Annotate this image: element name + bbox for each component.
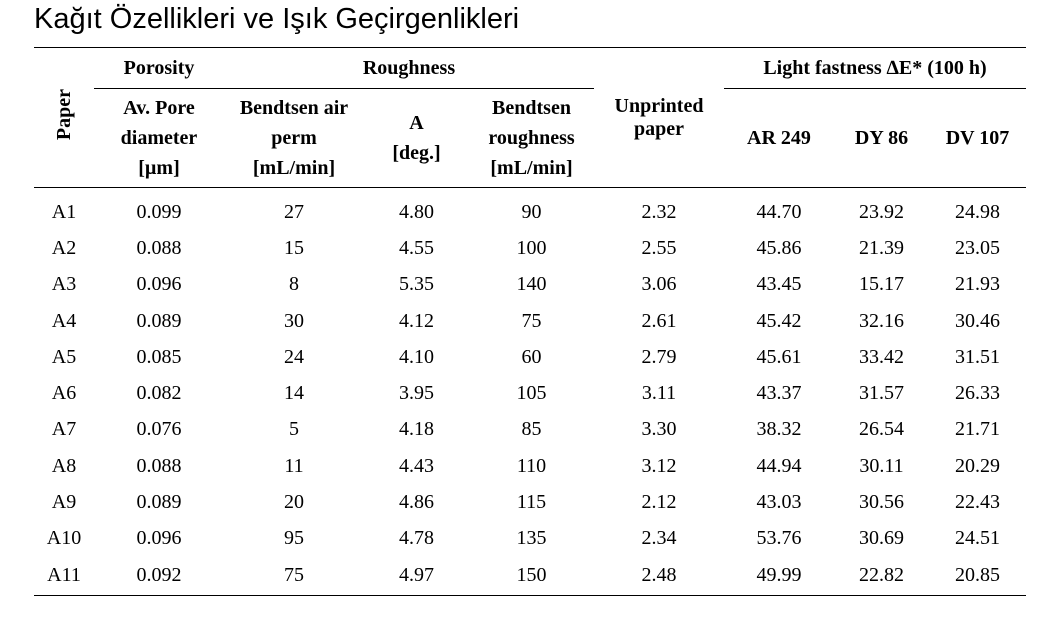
cell-dv-107: 20.29	[955, 454, 1000, 477]
cell-dv-107: 30.46	[955, 309, 1000, 332]
table-row	[34, 448, 1026, 484]
header-paper	[34, 48, 94, 188]
cell-bendtsen-roughness: 100	[516, 236, 547, 259]
cell-bendtsen-roughness: 85	[521, 418, 542, 441]
header-dv-107: DV 107	[929, 89, 1026, 188]
cell-bendtsen-roughness: 60	[521, 345, 542, 368]
cell-a-deg: 3.95	[399, 382, 434, 405]
cell-ar-249: 43.45	[756, 273, 802, 296]
cell-pore-diameter: 0.089	[136, 491, 182, 514]
cell-dy-86: 23.92	[859, 200, 904, 223]
cell-unprinted: 3.11	[641, 382, 677, 405]
cell-dv-107: 22.43	[955, 491, 1000, 514]
cell-bendtsen-air: 15	[284, 236, 304, 259]
cell-a-deg: 4.10	[399, 345, 434, 368]
cell-dv-107: 24.51	[955, 527, 1000, 550]
cell-dv-107: 26.33	[955, 382, 1000, 405]
cell-dy-86: 32.16	[859, 309, 904, 332]
cell-a-deg: 4.80	[399, 200, 434, 223]
cell-bendtsen-roughness: 90	[521, 200, 542, 223]
header-bendtsen-rough-line1: Bendtsen	[492, 97, 571, 119]
cell-a-deg: 4.78	[399, 527, 434, 550]
cell-unprinted: 2.12	[641, 491, 677, 514]
cell-dy-86: 31.57	[859, 382, 904, 405]
cell-bendtsen-air: 11	[284, 454, 304, 477]
cell-dv-107: 21.93	[955, 273, 1000, 296]
cell-dy-86: 30.56	[859, 491, 904, 514]
cell-bendtsen-roughness: 105	[516, 382, 547, 405]
cell-dy-86: 15.17	[859, 273, 904, 296]
cell-paper: A8	[51, 454, 77, 477]
table-row	[34, 230, 1026, 266]
header-light-fastness: Light fastness ∆E* (100 h)	[724, 48, 1026, 89]
cell-dv-107: 23.05	[955, 236, 1000, 259]
cell-bendtsen-air: 5	[289, 418, 299, 441]
cell-unprinted: 2.61	[641, 309, 677, 332]
cell-ar-249: 45.42	[756, 309, 802, 332]
cell-ar-249: 44.70	[756, 200, 802, 223]
cell-unprinted: 3.30	[641, 418, 677, 441]
table-row	[34, 557, 1026, 596]
header-av-pore-diameter	[94, 89, 224, 188]
cell-bendtsen-air: 30	[284, 309, 304, 332]
cell-paper: A1	[51, 200, 77, 223]
cell-paper: A9	[51, 491, 77, 514]
header-bendtsen-air-line1: Bendtsen air	[239, 97, 349, 119]
cell-dy-86: 30.11	[859, 454, 904, 477]
cell-bendtsen-roughness: 75	[521, 309, 542, 332]
table-row	[34, 303, 1026, 339]
cell-pore-diameter: 0.089	[136, 309, 182, 332]
header-a-line2: [deg.]	[392, 142, 441, 164]
cell-unprinted: 2.34	[641, 527, 677, 550]
table-row	[34, 484, 1026, 520]
cell-dv-107: 24.98	[955, 200, 1000, 223]
table-row	[34, 188, 1026, 231]
table-header	[34, 48, 1026, 188]
cell-bendtsen-air: 8	[289, 273, 299, 296]
cell-bendtsen-roughness: 110	[516, 454, 547, 477]
cell-ar-249: 45.86	[756, 236, 802, 259]
cell-bendtsen-air: 95	[284, 527, 304, 550]
header-av-pore-line2: diameter	[120, 127, 198, 149]
header-row-columns	[34, 89, 1026, 188]
header-unprinted-line1: Unprinted	[614, 94, 704, 117]
cell-unprinted: 2.79	[641, 345, 677, 368]
cell-unprinted: 3.06	[641, 273, 677, 296]
cell-dy-86: 26.54	[859, 418, 904, 441]
cell-pore-diameter: 0.076	[136, 418, 182, 441]
cell-ar-249: 45.61	[756, 345, 802, 368]
table-row	[34, 339, 1026, 375]
cell-unprinted: 2.55	[641, 236, 677, 259]
cell-dy-86: 33.42	[859, 345, 904, 368]
header-paper-label: Paper	[52, 88, 75, 141]
cell-pore-diameter: 0.092	[94, 557, 224, 596]
header-av-pore-line3: [µm]	[138, 157, 180, 179]
cell-a-deg: 4.55	[399, 236, 434, 259]
cell-paper: A7	[51, 418, 77, 441]
table-row	[34, 412, 1026, 448]
cell-bendtsen-air: 14	[284, 382, 304, 405]
cell-pore-diameter: 0.096	[136, 527, 182, 550]
cell-bendtsen-roughness: 150	[469, 557, 594, 596]
cell-ar-249: 44.94	[756, 454, 802, 477]
header-a-line1: A	[409, 112, 424, 134]
cell-pore-diameter: 0.096	[136, 273, 182, 296]
cell-paper: A10	[46, 527, 82, 550]
cell-pore-diameter: 0.082	[136, 382, 182, 405]
cell-pore-diameter: 0.099	[136, 200, 182, 223]
table-row	[34, 521, 1026, 557]
table-body	[34, 188, 1026, 596]
cell-a-deg: 4.12	[399, 309, 434, 332]
cell-bendtsen-air: 75	[224, 557, 364, 596]
cell-bendtsen-air: 27	[284, 200, 304, 223]
header-ar-249: AR 249	[724, 89, 834, 188]
table-row	[34, 267, 1026, 303]
header-porosity: Porosity	[94, 48, 224, 89]
cell-paper: A11	[34, 557, 94, 596]
cell-dy-86: 22.82	[834, 557, 929, 596]
cell-bendtsen-air: 20	[284, 491, 304, 514]
table-row	[34, 375, 1026, 411]
cell-dv-107: 21.71	[955, 418, 1000, 441]
cell-dv-107: 31.51	[955, 345, 1000, 368]
cell-pore-diameter: 0.088	[136, 454, 182, 477]
cell-paper: A4	[51, 309, 77, 332]
cell-unprinted: 3.12	[641, 454, 677, 477]
header-dy-86: DY 86	[834, 89, 929, 188]
paper-properties-table	[34, 47, 1026, 596]
cell-a-deg: 5.35	[399, 273, 434, 296]
cell-dv-107: 20.85	[929, 557, 1026, 596]
cell-ar-249: 43.03	[756, 491, 802, 514]
cell-bendtsen-roughness: 140	[516, 273, 547, 296]
header-roughness: Roughness	[224, 48, 594, 89]
header-bendtsen-air-line3: [mL/min]	[252, 157, 336, 179]
cell-ar-249: 43.37	[756, 382, 802, 405]
header-unprinted-paper	[594, 48, 724, 188]
cell-pore-diameter: 0.088	[136, 236, 182, 259]
cell-a-deg: 4.97	[364, 557, 469, 596]
cell-dy-86: 21.39	[859, 236, 904, 259]
cell-a-deg: 4.43	[399, 454, 434, 477]
cell-ar-249: 49.99	[724, 557, 834, 596]
header-bendtsen-rough-line3: [mL/min]	[490, 157, 573, 179]
header-bendtsen-air-line2: perm	[271, 127, 317, 149]
cell-ar-249: 38.32	[756, 418, 802, 441]
cell-ar-249: 53.76	[756, 527, 802, 550]
cell-paper: A2	[51, 236, 77, 259]
cell-bendtsen-air: 24	[284, 345, 304, 368]
cell-paper: A5	[51, 345, 77, 368]
cell-bendtsen-roughness: 135	[516, 527, 547, 550]
header-row-groups	[34, 48, 1026, 89]
cell-unprinted: 2.32	[641, 200, 677, 223]
header-bendtsen-roughness	[469, 89, 594, 188]
cell-dy-86: 30.69	[859, 527, 904, 550]
header-bendtsen-rough-line2: roughness	[488, 127, 575, 149]
cell-paper: A6	[51, 382, 77, 405]
header-unprinted-line2: paper	[634, 117, 684, 140]
cell-unprinted: 2.48	[594, 557, 724, 596]
cell-pore-diameter: 0.085	[136, 345, 182, 368]
header-a-deg	[364, 89, 469, 188]
cell-a-deg: 4.86	[399, 491, 434, 514]
cell-bendtsen-roughness: 115	[516, 491, 547, 514]
header-bendtsen-air-perm	[224, 89, 364, 188]
header-av-pore-line1: Av. Pore	[123, 97, 195, 119]
cell-paper: A3	[51, 273, 77, 296]
page-title: Kağıt Özellikleri ve Işık Geçirgenlikleri	[34, 3, 520, 35]
cell-a-deg: 4.18	[399, 418, 434, 441]
